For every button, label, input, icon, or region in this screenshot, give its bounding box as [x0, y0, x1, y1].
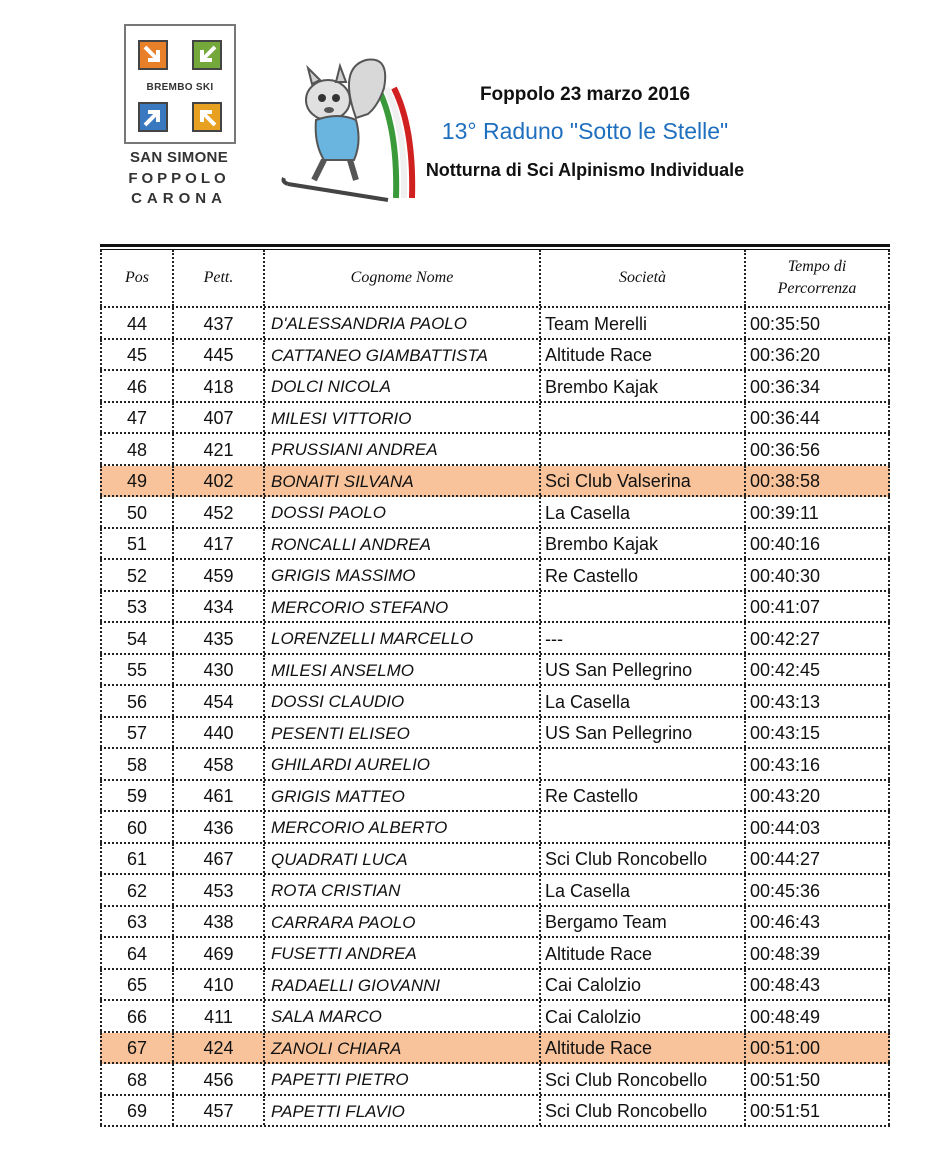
cell-pett: 456 [172, 1064, 263, 1094]
table-row [100, 1096, 890, 1128]
cell-societa: Sci Club Valserina [539, 466, 744, 496]
table-row [100, 686, 890, 718]
cell-societa: Altitude Race [539, 1033, 744, 1063]
table-row [100, 875, 890, 907]
cell-societa: La Casella [539, 875, 744, 905]
cell-pett: 434 [172, 592, 263, 622]
cell-tempo: 00:42:27 [744, 623, 890, 653]
cell-pos: 62 [100, 875, 172, 905]
cell-name: PAPETTI FLAVIO [263, 1096, 539, 1126]
cell-name: GHILARDI AURELIO [263, 749, 539, 779]
table-row [100, 371, 890, 403]
cell-tempo: 00:51:51 [744, 1096, 890, 1126]
cell-name: GRIGIS MASSIMO [263, 560, 539, 590]
cell-tempo: 00:48:43 [744, 970, 890, 1000]
cell-societa: Altitude Race [539, 938, 744, 968]
cell-pos: 63 [100, 907, 172, 937]
col-header-tempo-line2: Percorrenza [777, 280, 857, 297]
cell-pos: 68 [100, 1064, 172, 1094]
cell-societa: Re Castello [539, 560, 744, 590]
cell-name: MERCORIO STEFANO [263, 592, 539, 622]
cell-tempo: 00:38:58 [744, 466, 890, 496]
cell-name: MERCORIO ALBERTO [263, 812, 539, 842]
cell-name: ROTA CRISTIAN [263, 875, 539, 905]
cell-name: PAPETTI PIETRO [263, 1064, 539, 1094]
cell-tempo: 00:48:49 [744, 1001, 890, 1031]
cell-pett: 461 [172, 781, 263, 811]
table-row [100, 1033, 890, 1065]
green-arrow-icon [192, 40, 222, 70]
brembo-ski-logo [120, 24, 238, 210]
cell-pett: 437 [172, 308, 263, 338]
table-row [100, 434, 890, 466]
cell-pos: 51 [100, 529, 172, 559]
table-row [100, 938, 890, 970]
cell-name: DOLCI NICOLA [263, 371, 539, 401]
cell-pett: 454 [172, 686, 263, 716]
cell-pos: 67 [100, 1033, 172, 1063]
cell-tempo: 00:44:27 [744, 844, 890, 874]
cell-pett: 453 [172, 875, 263, 905]
cell-pett: 410 [172, 970, 263, 1000]
orange-arrow-icon [138, 40, 168, 70]
table-row [100, 844, 890, 876]
cell-pett: 469 [172, 938, 263, 968]
cell-tempo: 00:40:30 [744, 560, 890, 590]
cell-pett: 459 [172, 560, 263, 590]
logo-brand-text: BREMBO SKI [146, 82, 214, 93]
cell-tempo: 00:36:20 [744, 340, 890, 370]
cell-tempo: 00:43:15 [744, 718, 890, 748]
table-row [100, 781, 890, 813]
cell-pett: 440 [172, 718, 263, 748]
cell-name: CARRARA PAOLO [263, 907, 539, 937]
cell-pos: 56 [100, 686, 172, 716]
cell-pos: 55 [100, 655, 172, 685]
cell-tempo: 00:45:36 [744, 875, 890, 905]
cell-pos: 46 [100, 371, 172, 401]
cell-name: PESENTI ELISEO [263, 718, 539, 748]
table-row [100, 308, 890, 340]
cell-pett: 430 [172, 655, 263, 685]
cell-pett: 417 [172, 529, 263, 559]
cell-pos: 69 [100, 1096, 172, 1126]
cell-tempo: 00:36:34 [744, 371, 890, 401]
cell-tempo: 00:46:43 [744, 907, 890, 937]
cell-tempo: 00:43:13 [744, 686, 890, 716]
cell-name: SALA MARCO [263, 1001, 539, 1031]
cell-name: BONAITI SILVANA [263, 466, 539, 496]
cell-name: RONCALLI ANDREA [263, 529, 539, 559]
cell-name: DOSSI PAOLO [263, 497, 539, 527]
table-row [100, 560, 890, 592]
cell-societa: Sci Club Roncobello [539, 1096, 744, 1126]
table-row [100, 340, 890, 372]
cell-name: MILESI ANSELMO [263, 655, 539, 685]
cell-tempo: 00:41:07 [744, 592, 890, 622]
cell-societa: US San Pellegrino [539, 655, 744, 685]
date-line: Foppolo 23 marzo 2016 [479, 84, 691, 105]
table-row [100, 970, 890, 1002]
cell-pos: 66 [100, 1001, 172, 1031]
cell-name: MILESI VITTORIO [263, 403, 539, 433]
table-row [100, 466, 890, 498]
cell-societa: Sci Club Roncobello [539, 844, 744, 874]
cell-pos: 64 [100, 938, 172, 968]
cell-societa: --- [539, 623, 744, 653]
cell-pos: 53 [100, 592, 172, 622]
cell-societa: La Casella [539, 497, 744, 527]
cell-tempo: 00:36:44 [744, 403, 890, 433]
col-header-tempo [744, 250, 890, 306]
col-header-name: Cognome Nome [263, 250, 539, 306]
col-header-tempo-line1: Tempo di [787, 258, 847, 275]
cell-societa: Bergamo Team [539, 907, 744, 937]
cell-pos: 58 [100, 749, 172, 779]
cell-tempo: 00:51:00 [744, 1033, 890, 1063]
cell-societa [539, 403, 744, 433]
cell-pett: 402 [172, 466, 263, 496]
cell-societa: Cai Calolzio [539, 1001, 744, 1031]
cell-pos: 65 [100, 970, 172, 1000]
cell-pett: 436 [172, 812, 263, 842]
logo-text-line3: CARONA [131, 190, 227, 207]
cell-pos: 52 [100, 560, 172, 590]
event-subtitle: Notturna di Sci Alpinismo Individuale [425, 160, 745, 180]
cell-societa: Team Merelli [539, 308, 744, 338]
cell-pett: 457 [172, 1096, 263, 1126]
table-header [100, 250, 890, 308]
cell-name: PRUSSIANI ANDREA [263, 434, 539, 464]
logo-frame [124, 24, 236, 144]
cell-societa [539, 434, 744, 464]
col-header-pos: Pos [100, 250, 172, 306]
table-row [100, 812, 890, 844]
cell-tempo: 00:36:56 [744, 434, 890, 464]
cell-societa: Re Castello [539, 781, 744, 811]
cell-pos: 54 [100, 623, 172, 653]
cell-societa [539, 812, 744, 842]
cell-pett: 452 [172, 497, 263, 527]
col-header-pett: Pett. [172, 250, 263, 306]
cell-societa: Brembo Kajak [539, 371, 744, 401]
table-row [100, 529, 890, 561]
cell-pos: 47 [100, 403, 172, 433]
cell-tempo: 00:51:50 [744, 1064, 890, 1094]
cell-societa: Brembo Kajak [539, 529, 744, 559]
cell-name: QUADRATI LUCA [263, 844, 539, 874]
yellow-arrow-icon [192, 102, 222, 132]
logo-text-line1: SAN SIMONE [129, 149, 228, 166]
cell-pos: 49 [100, 466, 172, 496]
cell-pett: 458 [172, 749, 263, 779]
cell-pett: 421 [172, 434, 263, 464]
results-table [100, 244, 890, 1127]
table-row [100, 592, 890, 624]
cell-name: ZANOLI CHIARA [263, 1033, 539, 1063]
cell-tempo: 00:43:20 [744, 781, 890, 811]
table-row [100, 403, 890, 435]
table-top-rule [100, 244, 890, 247]
cell-name: RADAELLI GIOVANNI [263, 970, 539, 1000]
cell-tempo: 00:48:39 [744, 938, 890, 968]
cell-pett: 467 [172, 844, 263, 874]
cell-pett: 411 [172, 1001, 263, 1031]
cell-societa: La Casella [539, 686, 744, 716]
table-row [100, 718, 890, 750]
cell-societa [539, 592, 744, 622]
cell-name: LORENZELLI MARCELLO [263, 623, 539, 653]
logo-text-line2: FOPPOLO [128, 170, 230, 187]
cell-societa: Altitude Race [539, 340, 744, 370]
table-body [100, 308, 890, 1127]
table-row [100, 497, 890, 529]
cell-pett: 438 [172, 907, 263, 937]
cell-name: D'ALESSANDRIA PAOLO [263, 308, 539, 338]
cell-pos: 44 [100, 308, 172, 338]
cell-societa: US San Pellegrino [539, 718, 744, 748]
cell-name: DOSSI CLAUDIO [263, 686, 539, 716]
cell-societa: Cai Calolzio [539, 970, 744, 1000]
cell-pos: 61 [100, 844, 172, 874]
cell-pos: 48 [100, 434, 172, 464]
cell-pett: 418 [172, 371, 263, 401]
cell-tempo: 00:44:03 [744, 812, 890, 842]
cell-tempo: 00:35:50 [744, 308, 890, 338]
table-row [100, 907, 890, 939]
cell-pett: 424 [172, 1033, 263, 1063]
table-row [100, 1001, 890, 1033]
blue-arrow-icon [138, 102, 168, 132]
cell-pos: 50 [100, 497, 172, 527]
cell-tempo: 00:42:45 [744, 655, 890, 685]
cell-societa [539, 749, 744, 779]
event-title: 13° Raduno "Sotto le Stelle" [441, 118, 729, 144]
cell-pos: 60 [100, 812, 172, 842]
table-row [100, 623, 890, 655]
cell-tempo: 00:43:16 [744, 749, 890, 779]
table-row [100, 655, 890, 687]
cell-name: GRIGIS MATTEO [263, 781, 539, 811]
cell-tempo: 00:39:11 [744, 497, 890, 527]
cell-pett: 435 [172, 623, 263, 653]
cell-pos: 57 [100, 718, 172, 748]
table-row [100, 1064, 890, 1096]
cell-pos: 45 [100, 340, 172, 370]
cell-tempo: 00:40:16 [744, 529, 890, 559]
col-header-societa: Società [539, 250, 744, 306]
cell-name: FUSETTI ANDREA [263, 938, 539, 968]
cell-societa: Sci Club Roncobello [539, 1064, 744, 1094]
cell-name: CATTANEO GIAMBATTISTA [263, 340, 539, 370]
cell-pos: 59 [100, 781, 172, 811]
table-row [100, 749, 890, 781]
cell-pett: 445 [172, 340, 263, 370]
cell-pett: 407 [172, 403, 263, 433]
